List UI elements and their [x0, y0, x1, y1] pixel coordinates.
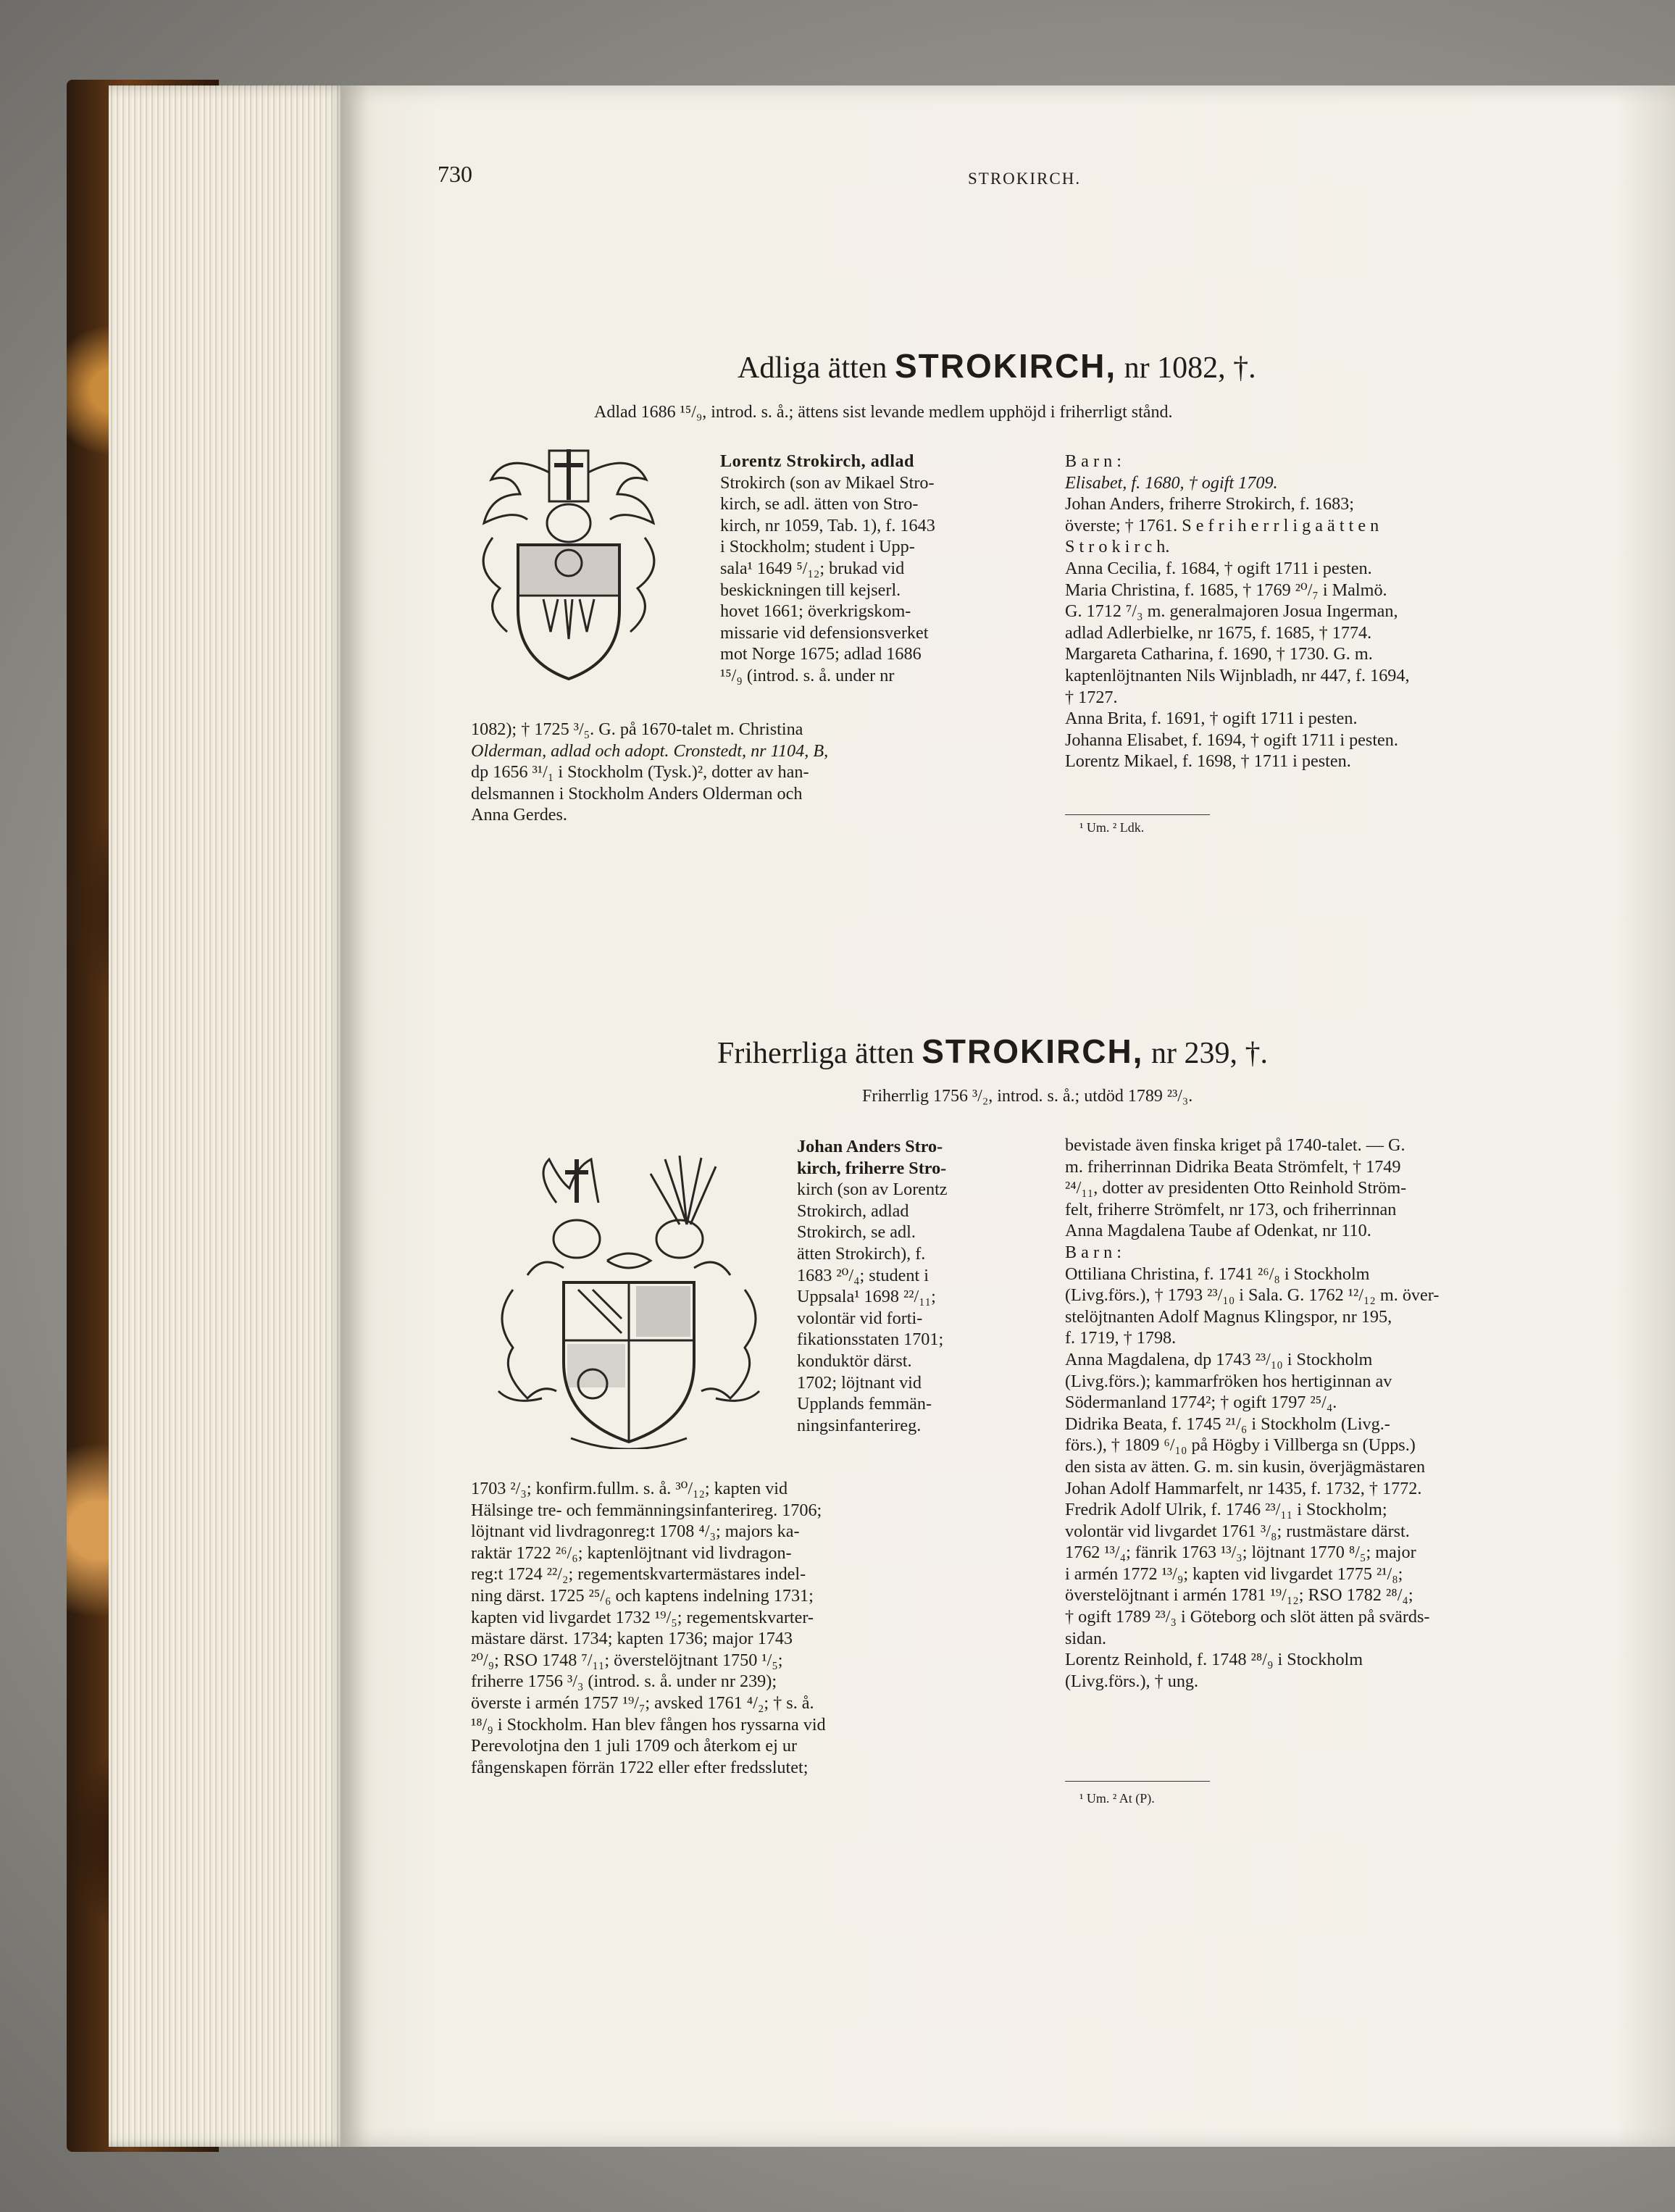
adliga-right-line: Maria Christina, f. 1685, † 1769 ²⁰/₇ i Malmö. — [1065, 580, 1387, 600]
friherrliga-left-line: Uppsala¹ 1698 ²²/₁₁; — [797, 1287, 936, 1307]
adliga-heading-name: STROKIRCH, — [894, 347, 1117, 385]
adliga-left-line: Strokirch (son av Mikael Stro- — [720, 472, 935, 493]
friherrliga-left-line: kirch, friherre Stro- — [797, 1158, 947, 1178]
adliga-left-full-line: delsmannen i Stockholm Anders Olderman och — [471, 783, 803, 804]
adliga-right-line: adlad Adlerbielke, nr 1675, f. 1685, † 1774. — [1065, 622, 1372, 643]
friherrliga-left-full-line: ²⁰/₉; RSO 1748 ⁷/₁₁; överstelöjtnant 1750 ¹/₅; — [471, 1650, 783, 1670]
friherrliga-left-full-line: kapten vid livgardet 1732 ¹⁹/₅; regementskvarter- — [471, 1607, 814, 1627]
friherrliga-right-line: den sista av ätten. G. m. sin kusin, överjägmästaren — [1065, 1456, 1426, 1477]
friherrliga-right-line: (Livg.förs.), † 1793 ²³/₁₀ i Sala. G. 1762 ¹²/₁₂ m. över- — [1065, 1285, 1440, 1306]
friherrliga-left-line: konduktör därst. — [797, 1351, 912, 1371]
adliga-right-line: Anna Brita, f. 1691, † ogift 1711 i pesten. — [1065, 709, 1358, 729]
friherrliga-right-line: stelöjtnanten Adolf Magnus Klingspor, nr 195, — [1065, 1306, 1392, 1327]
adliga-heading — [738, 346, 1256, 385]
adliga-left-column — [471, 719, 1013, 826]
friherrliga-heading-pre: Friherrliga ätten — [717, 1037, 922, 1070]
adliga-left-line: ¹⁵/₉ (introd. s. å. under nr — [720, 665, 895, 685]
adliga-left-line: Lorentz Strokirch, adlad — [720, 451, 915, 471]
adliga-subtitle: Adlad 1686 ¹⁵/₉, introd. s. å.; ättens sist levande medlem upphöjd i friherrligt stånd. — [594, 403, 1173, 422]
friherrliga-left-full-line: Hälsinge tre- och femmänningsinfanterireg. 1706; — [471, 1500, 822, 1520]
friherrliga-right-line: volontär vid livgardet 1761 ³/₈; rustmästare därst. — [1065, 1521, 1410, 1541]
adliga-left-full-line: Anna Gerdes. — [471, 805, 567, 825]
friherrliga-right-line: i armén 1772 ¹³/₉; kapten vid livgardet 1775 ²¹/₈; — [1065, 1564, 1403, 1584]
adliga-left-line: beskickningen till kejserl. — [720, 580, 901, 600]
adliga-left-full-line: dp 1656 ³¹/₁ i Stockholm (Tysk.)², dotter av han- — [471, 762, 809, 782]
friherrliga-footnotes: ¹ Um. ² At (P). — [1079, 1791, 1155, 1806]
friherrliga-right-line: Ottiliana Christina, f. 1741 ²⁶/₈ i Stockholm — [1065, 1264, 1370, 1284]
friherrliga-right-line: Anna Magdalena Taube af Odenkat, nr 110. — [1065, 1221, 1371, 1241]
friherrliga-right-column — [1065, 1135, 1601, 1692]
friherrliga-left-full-line: fångenskapen förrän 1722 eller efter fredsslutet; — [471, 1757, 809, 1777]
friherrliga-left-full-line: Perevolotjna den 1 juli 1709 och återkom ej ur — [471, 1736, 798, 1756]
friherrliga-right-line: felt, friherre Strömfelt, nr 173, och friherrinnan — [1065, 1199, 1397, 1219]
coat-of-arms-icon — [484, 1152, 774, 1449]
friherrliga-right-line: överstelöjtnant i armén 1781 ¹⁹/₁₂; RSO 1782 ²⁸/₄; — [1065, 1585, 1413, 1606]
friherrliga-left-line: Strokirch, se adl. — [797, 1222, 916, 1243]
adliga-left-line: mot Norge 1675; adlad 1686 — [720, 644, 922, 664]
friherrliga-left-line: 1683 ²⁰/₄; student i — [797, 1265, 929, 1285]
adliga-right-line: † 1727. — [1065, 687, 1118, 707]
adliga-left-line: hovet 1661; överkrigskom- — [720, 601, 911, 622]
friherrliga-right-line: Anna Magdalena, dp 1743 ²³/₁₀ i Stockholm — [1065, 1349, 1373, 1369]
adliga-right-line: Anna Cecilia, f. 1684, † ogift 1711 i pesten. — [1065, 558, 1372, 578]
adliga-intro-column — [720, 451, 1013, 687]
friherrliga-right-line: bevistade även finska kriget på 1740-talet. — G. — [1065, 1135, 1405, 1155]
friherrliga-intro-column — [797, 1136, 1013, 1436]
friherrliga-subtitle: Friherrlig 1756 ³/₂, introd. s. å.; utdöd 1789 ²³/₃. — [862, 1087, 1193, 1106]
friherrliga-heading-post: nr 239, †. — [1143, 1037, 1268, 1070]
friherrliga-left-line: kirch (son av Lorentz — [797, 1180, 948, 1200]
book-page-edges — [109, 85, 348, 2147]
friherrliga-right-line: förs.), † 1809 ⁶/₁₀ på Högby i Villberga sn (Upps.) — [1065, 1435, 1416, 1456]
friherrliga-right-line: B a r n : — [1065, 1242, 1121, 1262]
friherrliga-left-full-line: löjtnant vid livdragonreg:t 1708 ⁴/₃; majors ka- — [471, 1522, 800, 1542]
adliga-children-column — [1065, 451, 1601, 772]
friherrliga-right-line: m. friherrinnan Didrika Beata Strömfelt, † 1749 — [1065, 1156, 1401, 1177]
adliga-left-line: kirch, se adl. ätten von Stro- — [720, 494, 919, 514]
friherrliga-heading — [717, 1032, 1268, 1071]
friherrliga-right-line: Didrika Beata, f. 1745 ²¹/₆ i Stockholm (Livg.- — [1065, 1414, 1390, 1434]
adliga-right-line: S t r o k i r c h. — [1065, 537, 1170, 557]
adliga-right-line: Elisabet, f. 1680, † ogift 1709. — [1065, 472, 1278, 493]
friherrliga-left-full-line: mästare därst. 1734; kapten 1736; major 1743 — [471, 1629, 793, 1649]
footnote-rule — [1065, 814, 1210, 815]
friherrliga-right-line: Södermanland 1774²; † ogift 1797 ²⁵/₄. — [1065, 1393, 1337, 1413]
friherrliga-left-column — [471, 1478, 1013, 1778]
friherrliga-right-line: sidan. — [1065, 1628, 1107, 1648]
friherrliga-left-full-line: 1703 ²/₃; konfirm.fullm. s. å. ³⁰/₁₂; kapten vid — [471, 1479, 788, 1498]
adliga-right-line: Johanna Elisabet, f. 1694, † ogift 1711 i pesten. — [1065, 730, 1398, 750]
friherrliga-right-line: 1762 ¹³/₄; fänrik 1763 ¹³/₃; löjtnant 1770 ⁸/₅; major — [1065, 1543, 1416, 1563]
adliga-left-line: missarie vid defensionsverket — [720, 622, 929, 643]
friherrliga-left-line: Upplands femmän- — [797, 1394, 932, 1414]
friherrliga-right-line: ²⁴/₁₁, dotter av presidenten Otto Reinhold Ström- — [1065, 1178, 1407, 1198]
adliga-right-line: G. 1712 ⁷/₃ m. generalmajoren Josua Ingerman, — [1065, 601, 1398, 622]
friherrliga-left-full-line: ¹⁸/₉ i Stockholm. Han blev fången hos ryssarna vid — [471, 1714, 826, 1735]
book-page — [341, 85, 1675, 2147]
friherrliga-left-line: ätten Strokirch), f. — [797, 1243, 926, 1264]
adliga-right-line: kaptenlöjtnanten Nils Wijnbladh, nr 447, f. 1694, — [1065, 665, 1410, 685]
adliga-footnotes: ¹ Um. ² Ldk. — [1079, 820, 1145, 835]
adliga-left-full-line: Olderman, adlad och adopt. Cronstedt, nr 1104, B, — [471, 740, 829, 761]
friherrliga-right-line: Johan Adolf Hammarfelt, nr 1435, f. 1732, † 1772. — [1065, 1478, 1422, 1498]
adliga-coat-of-arms-image — [464, 443, 674, 697]
friherrliga-right-line: (Livg.förs.); kammarfröken hos hertiginnan av — [1065, 1371, 1392, 1391]
adliga-left-line: sala¹ 1649 ⁵/₁₂; brukad vid — [720, 558, 905, 578]
page-number: 730 — [438, 161, 472, 187]
adliga-left-full-line: 1082); † 1725 ³/₅. G. på 1670-talet m. Christina — [471, 719, 803, 739]
friherrliga-right-line: f. 1719, † 1798. — [1065, 1328, 1177, 1348]
friherrliga-right-line: Fredrik Adolf Ulrik, f. 1746 ²³/₁₁ i Stockholm; — [1065, 1500, 1387, 1520]
friherrliga-left-line: ningsinfanterireg. — [797, 1415, 922, 1435]
friherrliga-left-line: 1702; löjtnant vid — [797, 1372, 922, 1393]
adliga-heading-pre: Adliga ätten — [738, 351, 895, 385]
adliga-right-line: överste; † 1761. S e f r i h e r r l i g a ä t t e n — [1065, 515, 1379, 535]
friherrliga-left-line: volontär vid forti- — [797, 1308, 923, 1328]
page-gutter-shadow — [1616, 85, 1675, 2147]
friherrliga-coat-of-arms-image — [484, 1152, 774, 1449]
adliga-left-line: kirch, nr 1059, Tab. 1), f. 1643 — [720, 515, 935, 535]
friherrliga-left-line: Strokirch, adlad — [797, 1201, 909, 1221]
adliga-right-line: B a r n : — [1065, 451, 1121, 471]
friherrliga-left-full-line: överste i armén 1757 ¹⁹/₇; avsked 1761 ⁴/₂; † s. å. — [471, 1693, 814, 1713]
adliga-heading-post: nr 1082, †. — [1116, 351, 1256, 385]
friherrliga-left-line: fikationsstaten 1701; — [797, 1330, 944, 1350]
friherrliga-left-full-line: raktär 1722 ²⁶/₆; kaptenlöjtnant vid livdragon- — [471, 1543, 792, 1563]
friherrliga-right-line: † ogift 1789 ²³/₃ i Göteborg och slöt ätten på svärds- — [1065, 1607, 1430, 1627]
adliga-right-line: Lorentz Mikael, f. 1698, † 1711 i pesten. — [1065, 751, 1351, 772]
footnote-rule — [1065, 1781, 1210, 1782]
friherrliga-left-full-line: reg:t 1724 ²²/₂; regementskvartermästares indel- — [471, 1564, 806, 1585]
friherrliga-heading-name: STROKIRCH, — [922, 1032, 1144, 1070]
coat-of-arms-icon — [464, 443, 674, 697]
friherrliga-right-line: (Livg.förs.), † ung. — [1065, 1671, 1199, 1691]
friherrliga-right-line: Lorentz Reinhold, f. 1748 ²⁸/₉ i Stockholm — [1065, 1650, 1363, 1670]
friherrliga-left-full-line: friherre 1756 ³/₃ (introd. s. å. under nr 239); — [471, 1671, 777, 1692]
adliga-right-line: Johan Anders, friherre Strokirch, f. 1683; — [1065, 494, 1354, 514]
friherrliga-left-full-line: ning därst. 1725 ²⁵/₆ och kaptens indelning 1731; — [471, 1585, 814, 1606]
adliga-left-line: i Stockholm; student i Upp- — [720, 537, 915, 557]
friherrliga-left-line: Johan Anders Stro- — [797, 1137, 943, 1156]
adliga-right-line: Margareta Catharina, f. 1690, † 1730. G. m. — [1065, 644, 1373, 664]
running-head: STROKIRCH. — [968, 170, 1082, 188]
